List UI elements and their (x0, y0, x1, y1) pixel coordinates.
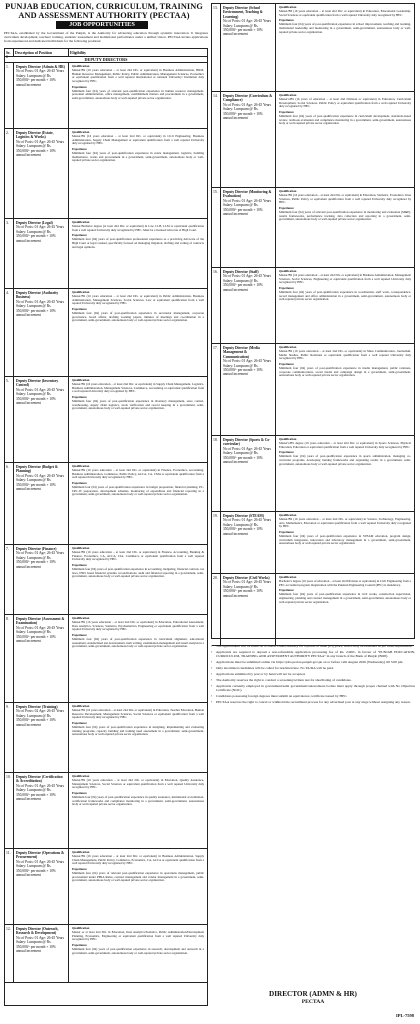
position-meta: No of Posts: 01 Age: 26-45 Years Salary: Lumpsum @ Rs. 350,000/- per month + 10% annual increment (16, 783, 65, 802)
experience-label: Experience (279, 588, 294, 593)
row-serial: 6. (5, 463, 14, 544)
qualification-text: Master/BS (16 years education – at least 2nd Div. or equivalent) in Education, Quality Assurance, Management Sciences, Social Sciences or equivalent qualification from a well reputed University duly recognized by HEC. (72, 777, 204, 790)
position-title: Deputy Director (Assessment & Examination) (16, 617, 65, 626)
experience-label: Experience (72, 563, 87, 567)
position-title: Deputy Director (Inventory Control) (16, 379, 59, 388)
qualification-label: Qualification (72, 290, 90, 294)
term-item: • Applicants currently employed in government/semi government/autonomous bodies must apply through proper channel with No Objection Certificate (NOC). (211, 684, 415, 693)
eligibility-cell (276, 512, 414, 573)
table-header (5, 49, 207, 57)
qualification-text: Master/BS (16 years education – at least 2nd Div. or equivalent) in Business Administration, HRM, Human Resource Management, Public Policy, Public Administration, Management Sciences, Economics or equivalent qualification from a well reputed international or national University/ Institution duly recognized by HEC. (72, 67, 204, 83)
signatory-title: DIRECTOR (ADMN & HR) (269, 990, 357, 998)
header-position: Description of Position (14, 49, 69, 56)
position-meta: No of Posts: 01 Age: 26-45 Years Salary: Lumpsum @ Rs. 350,000/- per month + 10% annual increment (16, 225, 65, 243)
row-serial: 16. (212, 268, 221, 343)
table-row (212, 4, 414, 92)
experience-label: Experience (72, 147, 87, 151)
experience-label: Experience (279, 206, 294, 210)
position-description (14, 63, 69, 128)
qualification-text: Bachelor's degree (16 years of education – at least 2nd Division or equivalent) in Civil Engineering from a PEC-accredited program. Registration with the Pakistan Engineering Council (PEC) is mandatory. (279, 578, 411, 587)
qualification-text: Master/BS (16 years education – at least 2nd Div. or equivalent) in Supply Chain Management, Logistics, Business Administration, Management Sciences, Commerce, Accounting or equivalent qualification from a well reputed University duly recognized by HEC. (72, 381, 204, 394)
position-description (14, 129, 69, 218)
position-title: Deputy Director (Staff) (223, 270, 259, 274)
qualification-text: Master/BS (16 years education – at least 2nd Div. or equivalent) in Business Administration, Management Sciences, Social Sciences, Engineering or equivalent qualification from a well reputed University duly recognized by HEC. (279, 272, 411, 285)
qualification-label: Qualification (72, 464, 90, 468)
position-meta: No of Posts: 01 Age: 26-45 Years Salary: Lumpsum @ Rs. 350,000/- per month + 10% annual increment (223, 19, 272, 37)
position-title: Deputy Director (Monitoring & Evaluation) (223, 190, 272, 199)
term-item: • Applications must be submitted online via https://jobs.pectaa.punjab.gov.pk on or before 12th August 2026 (Wednesday) till 5:00 pm. (211, 660, 415, 664)
experience-label: Experience (279, 362, 294, 366)
qualification-text: Master's/BS (16 years of education – at least 2nd Division or equivalent) in Education, Curriculum Development, Social Sciences, Public Policy or equivalent qualification from a well reputed University duly recognized by HEC. (279, 96, 411, 109)
position-description (14, 463, 69, 544)
qualification-text: Master/BS (16 years education – at least 2nd Div. or equivalent) in Science, Technology, Engineering, Arts, Mathematics, Education or equivalent qualification from a well reputed University duly recognized by HEC. (279, 516, 411, 529)
header-eligibility: Eligibility (70, 51, 87, 55)
position-title: Deputy Director (Budget & Planning) (16, 465, 58, 474)
qualification-text: Master/BS (16 years education – at least 2nd Div. or equivalent) in Education, Educational Leadership, Social Sciences or equivalent qualification from a well reputed University duly recognized by HEC. (279, 8, 411, 17)
position-title: Deputy Director (Legal) (16, 221, 53, 225)
table-row (5, 463, 207, 545)
eligibility-cell (69, 545, 207, 614)
term-item: • The Authority reserves the right to conduct a screening/written test for shortlisting of candidates. (211, 678, 415, 682)
position-meta: No of Posts: 01 Age: 26-45 Years Salary: Lumpsum @ Rs. 350,000/- per month + 10% annual increment (16, 139, 65, 158)
qualification-text: Master/BS (16 years education – at least 2nd Div. or equivalent) in Business Administration, Supply Chain Management, Public Policy, Commerce, Economics, CA, ACCA or equivalent qualification from a well reputed University duly recognized by HEC. (72, 853, 204, 866)
row-serial: 17. (212, 344, 221, 435)
experience-label: Experience (279, 110, 294, 114)
eligibility-cell (69, 289, 207, 376)
eligibility-cell (276, 92, 414, 187)
experience-label: Experience (279, 18, 294, 23)
qualification-text: Master/BS (16 years education – at least 2nd Div. or equivalent) in Education, Statistics, Economics, Data Sciences, Public Policy or equivalent qualification from a well reputed University duly recognized by HEC. (279, 192, 411, 205)
position-meta: No of Posts: 01 Age: 26-45 Years Salary: Lumpsum @ Rs. 350,000/- per month + 10% annual increment (16, 551, 65, 569)
qualification-text: Master's/BS degree (16 years education – at least 2nd Div. or equivalent) in Sports Sciences, Physical Education, Education or equivalent qualification from a well reputed University duly recognized by HEC. (279, 440, 411, 449)
row-serial: 18. (212, 436, 221, 511)
term-item: • Only shortlisted candidates will be called for test/interview. No TA/DA will be paid. (211, 666, 415, 670)
experience-text: Minimum four (04) years of post-qualification experience in school improvement, teaching and learning, institutional leadership and monitoring in a government, semi-government, autonomous body or well-reputed private sector organization. (279, 22, 411, 34)
qualification-label: Qualification (72, 616, 90, 620)
table-row (212, 92, 414, 188)
row-serial: 13. (212, 4, 221, 91)
experience-label: Experience (72, 84, 87, 89)
job-opportunities-banner: JOB OPPORTUNITIES (56, 21, 148, 29)
eligibility-cell (69, 925, 207, 982)
experience-text: Minimum four (04) years of post-qualification experience in designing, implementing and evaluating training programs, capacity building and training need assessment in a government, semi-government, autonomous body or well-reputed private sector organization. (72, 724, 204, 737)
table-row (212, 344, 414, 436)
table-row (212, 436, 414, 512)
eligibility-cell (69, 773, 207, 848)
qualification-label: Qualification (72, 220, 90, 224)
left-rows (5, 63, 207, 983)
table-row (212, 268, 414, 344)
experience-label: Experience (72, 233, 87, 238)
positions-table-right (211, 3, 415, 639)
qualification-text: Master/BS (16 years education – at least 2nd Div. or equivalent) in Finance, Accounting, Banking & Finance, Economics, CA, ACCA, CIA, Commerce or equivalent qualification from a well reputed University duly recognized by HEC. (72, 549, 204, 562)
experience-text: Minimum four (04) years of post-qualification experience in quality assurance, institutional accreditation, certification frameworks and compliance monitoring in a government, semi-government, autonomous body or well-reputed private sector organization. (72, 794, 204, 807)
experience-text: Minimum four (04) years of post-qualification experience in coordination, staff work, correspondence, record management and office administration in a government, semi-government, autonomous body or well-reputed private sector organization. (279, 289, 411, 302)
row-serial: 4. (5, 289, 14, 376)
position-description (221, 92, 276, 187)
position-title: Deputy Director (Sports & Co-curricular) (223, 438, 271, 447)
eligibility-cell (69, 219, 207, 288)
table-row (5, 377, 207, 463)
experience-text: Minimum four (04) years of post-qualification experience in secretariat management, corporate governance, board affairs, drafting working papers, minutes of meetings and coordination in a government, semi-government, autonomous body or well-reputed private sector organization. (72, 310, 204, 323)
table-subheader: DEPUTY DIRECTORS (5, 57, 207, 63)
experience-text: Minimum four (04) years of post-qualification experience in media management, public relations, corporate communications, social media and campaign design in a government, semi-government, autonomous body or well-reputed private sector organization. (279, 365, 411, 378)
qualification-label: Qualification (72, 850, 90, 854)
eligibility-cell (69, 703, 207, 772)
ipl-number: IPL-7598 (396, 1013, 414, 1018)
experience-text: Minimum four (04) years of post-qualification experience in curriculum development, standards-based review, textbook evaluation and compliance monitoring in a government, semi-government, autonomous body or well-reputed private sector organization. (279, 113, 411, 126)
row-serial: 20. (212, 574, 221, 645)
position-title: Deputy Director (Media Management & Communication) (223, 346, 260, 359)
experience-label: Experience (72, 633, 87, 637)
term-item: • Applications submitted by post or by hand will not be accepted. (211, 672, 415, 676)
table-row (5, 849, 207, 925)
qualification-label: Qualification (72, 926, 90, 930)
experience-label: Experience (279, 450, 294, 455)
experience-label: Experience (72, 791, 87, 795)
position-title: Deputy Director (Authority Business) (16, 291, 59, 300)
intro-paragraph: PECTAA, established by the Government of the Punjab, is the Authority for advancing education through systemic innovation. It integrates curriculum development, teachers' training, students' assessment and institutional performance under a unified vision. PECTAA invites applications from experienced and dedicated individuals for the following positions: (4, 31, 208, 44)
position-title: Deputy Director (Admin & HR) (16, 65, 65, 69)
row-serial: 12. (5, 925, 14, 982)
experience-text: Minimum four (04) years of post-qualification experience in sports administration, managing co-curricular programs, developing training frameworks and organizing events in a government, semi-government, autonomous body or well-reputed private sector organization. (279, 454, 411, 466)
position-meta: No of Posts: 01 Age: 26-45 Years Salary: Lumpsum @ Rs. 350,000/- per month + 10% annual increment (16, 473, 65, 492)
experience-text: Minimum four (04) years of post-qualification experience in accounting, budgeting, financial controls, tax laws, IFRS based financial systems, reconciliations, audit and financial reporting in a government, semi-government, autonomous body or well-reputed private sector organization. (72, 566, 204, 579)
position-meta: No of Posts: 01 Age: 26-45 Years Salary: Lumpsum @ Rs. 350,000/- per month + 10% annual increment (223, 274, 272, 292)
position-title: Deputy Director (STEAM) (223, 514, 264, 518)
position-title: Deputy Director (Certification & Accreditation) (16, 775, 63, 784)
eligibility-cell (276, 574, 414, 645)
header-sn: Sr. # (5, 49, 14, 56)
eligibility-cell (276, 268, 414, 343)
qualification-label: Qualification (279, 5, 297, 9)
position-description (221, 436, 276, 511)
position-description (14, 615, 69, 702)
qualification-text: Master/BS (16 years education – at least 2nd Div. or equivalent) in Mass Communication, Journalism, Media Studies, Public Relations or equivalent qualification from a well reputed University duly recognized by HEC. (279, 348, 411, 361)
experience-text: Minimum four (04) years of relevant post-qualification experience in monitoring and evaluation (M&E), results frameworks, performance tracking, data collection and reporting in a government, semi-government, autonomous body or well-reputed private sector organization. (279, 209, 411, 222)
position-title: Deputy Director (Finance) (16, 547, 57, 551)
qualification-label: Qualification (72, 64, 90, 68)
qualification-text: Master/BS (16 years education – at least 2nd Div. or equivalent) in Education, Teacher Education, Human Resource Development, Management Sciences, Social Sciences or equivalent qualification from a well reputed University duly recognized by HEC. (72, 707, 204, 720)
experience-label: Experience (72, 721, 87, 725)
experience-label: Experience (72, 867, 87, 871)
row-serial: 11. (5, 849, 14, 924)
position-title: Deputy Director (Operations & Procurement) (16, 851, 65, 860)
eligibility-cell (69, 129, 207, 218)
row-serial: 5. (5, 377, 14, 462)
experience-label: Experience (72, 307, 87, 311)
ad-title: PUNJAB EDUCATION, CURRICULUM, TRAINING AND ASSESSMENT AUTHORITY (PECTAA) (5, 2, 203, 20)
table-row (5, 773, 207, 849)
position-meta: No of Posts: 01 Age: 26-45 Years Salary: Lumpsum @ Rs. 350,000/- per month + 10% annual increment (223, 102, 272, 121)
position-meta: No of Posts: 01 Age: 26-45 Years Salary: Lumpsum @ Rs. 350,000/- per month + 10% annual increment (223, 518, 272, 536)
experience-text: Minimum four (04) years of post-qualification professional experience as a practicing Advocate of the High Court or legal counsel, specifically focused on managing litigation, drafting and vetting of contracts and legal opinions. (72, 237, 204, 249)
row-serial: 9. (5, 703, 14, 772)
qualification-text: Master/BS (16 years education – at least 2nd Div. or equivalent) in Public Administration, Business Administration, Management Sciences, Social Sciences, Law or equivalent qualification from a well reputed University duly recognized by HEC. (72, 293, 204, 306)
row-serial: 19. (212, 512, 221, 573)
experience-text: Minimum four (04) years of post-qualification experience in estate management, logistics, building maintenance, works and procurement in a government, semi-government, autonomous body or well-reputed private sector organization. (72, 150, 204, 163)
qualification-label: Qualification (279, 93, 297, 97)
eligibility-cell (69, 849, 207, 924)
position-meta: No of Posts: 02 Age: 26-45 Years Salary: Lumpsum @ Rs. 350,000/- per month + 10% annual increment (16, 709, 65, 727)
experience-label: Experience (72, 943, 87, 947)
position-description (221, 188, 276, 267)
qualification-label: Qualification (72, 130, 90, 134)
experience-text: Minimum four (04) years of post-qualification experience in research, development and outreach in a government, semi-government, autonomous body or well-reputed private sector organization. (72, 946, 204, 955)
term-item: • The appointment will be made on a contract basis, initially for a period of three (03) years, which may be extended as per rules/requirement. (211, 644, 415, 648)
position-meta: No of Posts: 01 Age: 26-45 Years Salary: Lumpsum @ Rs. 350,000/- per month + 10% annual increment (16, 69, 65, 87)
table-row (212, 188, 414, 268)
experience-label: Experience (72, 395, 87, 399)
position-description (14, 289, 69, 376)
position-description (14, 849, 69, 924)
qualification-label: Qualification (279, 345, 297, 349)
position-title: Deputy Director (Curriculum & Compliance) (223, 94, 273, 103)
position-description (221, 4, 276, 91)
qualification-label: Qualification (279, 269, 297, 273)
term-item: • Applicants are required to deposit a non-refundable application processing fee of Rs. 2,000/- in favour of "PUNJAB EDUCATION, CURRICULUM, TRAINING AND ASSESSMENT AUTHORITY PECTAA" in any branch of the Bank of Punjab (BOP). (211, 650, 415, 659)
eligibility-cell (276, 344, 414, 435)
qualification-label: Qualification (279, 575, 297, 579)
signature-block (211, 990, 415, 1005)
terms-list (211, 644, 415, 706)
position-title: Deputy Director (Civil Works) (223, 576, 270, 580)
qualification-label: Qualification (279, 189, 297, 193)
term-item: • PECTAA reserves the right to cancel or withhold the recruitment process for any advertised post at any stage without assigning any reason. (211, 700, 415, 704)
qualification-text: Master/BS (16 years education – at least 2nd Div. or equivalent) in Finance, Economics, Accounting, Business Administration, Commerce, Public Policy, ACCA, CA, CMA or equivalent qualification from a well reputed University duly recognized by HEC. (72, 467, 204, 480)
experience-text: Minimum four (04) years of relevant post-qualification experience in human resource management, personnel administration, office management, establishment matters and procurement in a government, semi-government, autonomous body or well-reputed private sector organization. (72, 88, 204, 100)
position-meta: No of Posts: 01 Age: 26-45 Years Salary: Lumpsum @ Rs. 350,000/- per month + 10% annual increment (16, 935, 65, 954)
qualification-label: Qualification (279, 437, 297, 441)
table-row (5, 615, 207, 703)
experience-label: Experience (279, 530, 294, 534)
row-serial: 3. (5, 219, 14, 288)
qualification-text: Master/Bachelor degree (at least 2nd Div. or equivalent) in Law, LLB, LLM or equivalent qualification from a well reputed University duly recognized by HEC. Must be a licensed advocate of High Court. (72, 223, 204, 232)
qualification-text: Master/BS (16 years education – at least 2nd Div. or equivalent) in Civil Engineering, Business Administration, Supply Chain Management or equivalent qualification from a well reputed University duly recognized by HEC. (72, 133, 204, 146)
position-meta: No of Posts: 01 Age: 26-45 Years Salary: Lumpsum @ Rs. 350,000/- per month + 10% annual increment (16, 859, 65, 878)
qualification-label: Qualification (72, 704, 90, 708)
position-description (221, 268, 276, 343)
table-row (212, 574, 414, 646)
table-row (212, 512, 414, 574)
row-serial: 2. (5, 129, 14, 218)
row-serial: 10. (5, 773, 14, 848)
eligibility-cell (69, 463, 207, 544)
experience-text: Minimum four (04) years of post-qualification experience in curriculum alignment, educational assessment, standardized test development, item writing, examination management and result analysis in a government, semi-government, autonomous body or well-reputed private sector organization. (72, 636, 204, 649)
qualification-label: Qualification (72, 546, 90, 550)
position-meta: No of Posts: 01 Age: 26-45 Years Salary: Lumpsum @ Rs. 350,000/- per month + 10% annual increment (223, 580, 272, 598)
row-serial: 7. (5, 545, 14, 614)
signatory-org: PECTAA (301, 999, 325, 1005)
position-meta: No of Posts: 01 Age: 26-45 Years Salary: Lumpsum @ Rs. 350,000/- per month + 10% annual increment (223, 198, 272, 217)
position-title: Deputy Director (Estate, Logistics & Works) (16, 131, 54, 140)
qualification-text: Master/BS (16 years education – at least 2nd Div. or equivalent) in Education, Educational Assessment, Data Analytics, Sciences, Statistics, Psychometrics, Engineering or equivalent qualification from a well reputed University duly recognized by HEC. (72, 619, 204, 632)
qualification-label: Qualification (72, 378, 90, 382)
table-row (5, 289, 207, 377)
position-description (221, 574, 276, 645)
experience-text: Minimum four (04) years of post-qualification experience in inventory management, store control, warehousing, supply chain logistics, stock verification and record keeping in a government, semi-government, autonomous body or well-reputed private sector organization. (72, 398, 204, 411)
position-meta: No of Posts: 01 Age: 26-45 Years Salary: Lumpsum @ Rs. 350,000/- per month + 10% annual increment (16, 625, 65, 644)
eligibility-cell (276, 188, 414, 267)
experience-text: Minimum four (04) years of relevant post-qualification experience in operations management, public procurement under PPRA Rules, contract management and vendor management in a government, semi-government, autonomous body or well-reputed private sector organization. (72, 870, 204, 883)
experience-text: Minimum four (04) years of post-qualification experience in budget preparation, financial planning, PC-I/PC-IV preparation, development schemes, monitoring of expenditure and financial reporting in a government, semi-government, autonomous body or well-reputed private sector organization. (72, 484, 204, 497)
position-title: Deputy Director (School Environment, Teaching & Learning) (223, 6, 263, 19)
position-meta: No of Posts: 01 Age: 26-45 Years Salary: Lumpsum @ Rs. 350,000/- per month + 10% annual increment (16, 299, 65, 318)
table-row (5, 545, 207, 615)
table-row (5, 925, 207, 983)
row-serial: 15. (212, 188, 221, 267)
eligibility-cell (69, 63, 207, 128)
eligibility-cell (276, 436, 414, 511)
table-row (5, 703, 207, 773)
position-description (14, 219, 69, 288)
position-description (14, 703, 69, 772)
qualification-label: Qualification (279, 513, 297, 517)
position-description (221, 512, 276, 573)
position-description (14, 925, 69, 982)
experience-text: Minimum four (04) years of post-qualification experience in STEAM education, program design, curriculum integration, innovation and laboratory management in a government, semi-government, autonomous body or well-reputed private sector organization. (279, 533, 411, 546)
table-row (5, 63, 207, 129)
experience-label: Experience (72, 481, 87, 485)
qualification-text: Master or at least 2nd Div. in Education, Data Analytics/Statistics, Public Administration/Development Planning, Economics, Engineering or equivalent qualification from a well reputed University duly recognized by HEC. (72, 929, 204, 942)
row-serial: 1. (5, 63, 14, 128)
position-description (14, 773, 69, 848)
table-row (5, 219, 207, 289)
term-item: • Candidates possessing foreign degrees must submit an equivalence certificate issued by HEC. (211, 694, 415, 698)
position-description (221, 344, 276, 435)
row-serial: 8. (5, 615, 14, 702)
position-title: Deputy Director (Outreach, Research & Development) (16, 927, 59, 936)
eligibility-cell (69, 377, 207, 462)
positions-table-left (4, 48, 208, 1006)
position-title: Deputy Director (Training) (16, 705, 58, 709)
experience-text: Minimum four (04) years of post-qualification experience in civil works, construction supervision, engineering, planning and contract management in a government, semi-government, autonomous body or well-reputed private sector organization. (279, 592, 411, 604)
position-meta: No of Posts: 01 Age: 26-45 Years Salary: Lumpsum @ Rs. 350,000/- per month + 10% annual increment (223, 446, 272, 465)
table-row (5, 129, 207, 219)
qualification-label: Qualification (72, 774, 90, 778)
position-meta: No of Posts: 01 Age: 26-45 Years Salary: Lumpsum @ Rs. 350,000/- per month + 10% annual increment (223, 359, 272, 377)
eligibility-cell (276, 4, 414, 91)
right-rows (212, 4, 414, 646)
position-meta: No of Posts: 01 Age: 26-45 Years Salary: Lumpsum @ Rs. 350,000/- per month + 10% annual increment (16, 387, 65, 406)
eligibility-cell (69, 615, 207, 702)
row-serial: 14. (212, 92, 221, 187)
position-description (14, 545, 69, 614)
position-description (14, 377, 69, 462)
experience-label: Experience (279, 286, 294, 290)
